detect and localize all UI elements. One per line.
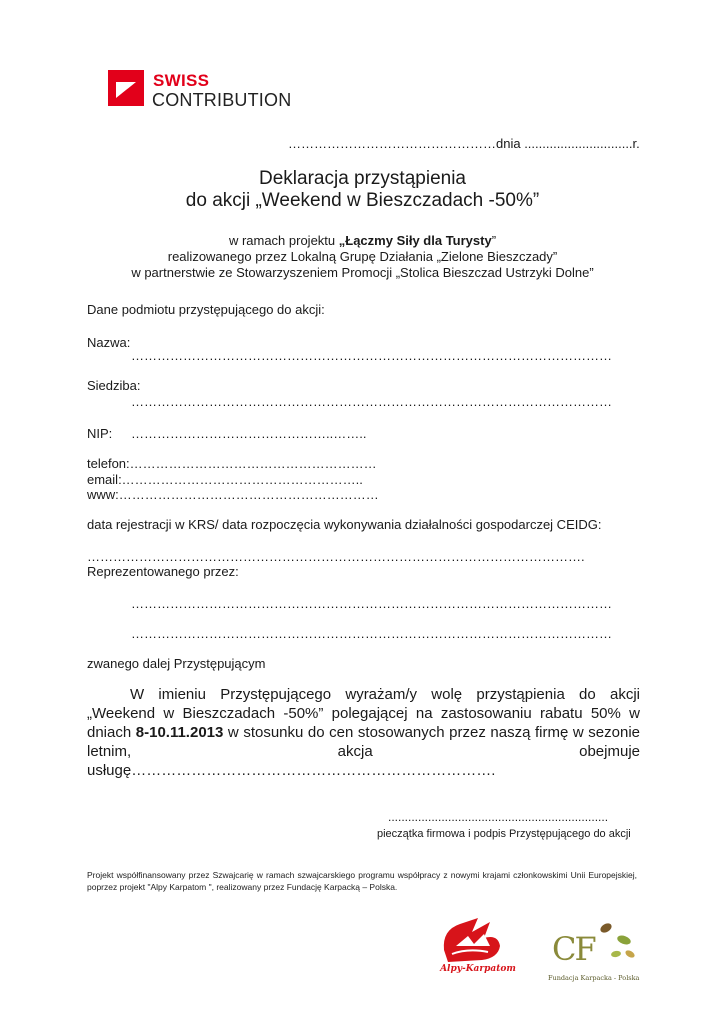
declaration-dates: 8-10.11.2013	[135, 724, 224, 741]
signature-label: pieczątka firmowa i podpis Przystępującego do akcji	[377, 828, 631, 840]
siedziba-label: Siedziba:	[87, 378, 141, 393]
repr-field-1[interactable]: …………………………………………………………………………………………………	[131, 596, 612, 611]
declaration-part1: W imieniu Przystępującego wyrażam/y wolę przystąpienia do akcji „Weekend w Bieszczadach -50%” polegającej na zastosowaniu rabatu 50% w dniach	[87, 686, 640, 741]
cf-text: Fundacja Karpacka - Polska	[548, 974, 640, 982]
signature-field[interactable]: ..................................................................	[388, 810, 609, 824]
alpy-karpatom-logo	[438, 912, 518, 982]
project-suffix: ”	[491, 233, 497, 248]
repr-label: Reprezentowanego przez:	[87, 564, 239, 579]
logo-line1: SWISS	[153, 71, 210, 90]
nip-label: NIP:	[87, 426, 113, 441]
declaration-paragraph	[87, 685, 640, 780]
project-line1	[0, 232, 725, 249]
nazwa-field[interactable]: …………………………………………………………………………………………………	[131, 348, 612, 363]
fundacja-karpacka-logo	[548, 920, 644, 986]
declaration-part2: w stosunku do cen stosowanych przez naszą firmę w sezonie letnim, akcja obejmuje usługę……………………………………………………………….	[87, 724, 640, 779]
project-name: „Łączmy Siły dla Turysty	[338, 233, 492, 248]
nazwa-label: Nazwa:	[87, 335, 131, 350]
email-field[interactable]: email:………………………………………………..	[87, 472, 363, 487]
form-intro: Dane podmiotu przystępującego do akcji:	[87, 302, 325, 317]
title-line1: Deklaracja przystąpienia	[259, 168, 466, 189]
project-line3: w partnerstwie ze Stowarzyszeniem Promocji „Stolica Bieszczad Ustrzyki Dolne”	[131, 265, 594, 280]
logo-line2: CONTRIBUTION	[152, 90, 292, 110]
zwanego-text: zwanego dalej Przystępującym	[87, 656, 266, 671]
footer-note: Projekt współfinansowany przez Szwajcarię w ramach szwajcarskiego programu współpracy z nowymi krajami członkowskimi Unii Europejskiej, poprzez projekt "Alpy Karpatom ", realizowany przez Fundację Karpacką – Polska.	[87, 870, 637, 892]
date-line: …………………………………………dnia ..............................r.	[288, 136, 640, 151]
krs-label: data rejestracji w KRS/ data rozpoczęcia wykonywania działalności gospodarczej CEIDG:	[87, 517, 602, 532]
krs-field[interactable]: …………………………………………………………………………………………………….	[87, 549, 585, 564]
swiss-contribution-logo	[108, 70, 308, 112]
nip-field[interactable]: ………………………………………..……..	[131, 426, 367, 441]
cf-letters: CF	[552, 930, 595, 968]
siedziba-field[interactable]: …………………………………………………………………………………………………	[131, 394, 612, 409]
project-prefix: w ramach projektu	[228, 233, 339, 248]
alpy-karpatom-text: Alpy-Karpatom	[440, 964, 516, 974]
www-field[interactable]: www:……………………………………………………	[87, 487, 379, 502]
telefon-field[interactable]: telefon:…………………………………………………	[87, 456, 377, 471]
project-line2: realizowanego przez Lokalną Grupę Działania „Zielone Bieszczady”	[167, 249, 558, 264]
swiss-logo-square-icon	[108, 70, 144, 106]
repr-field-2[interactable]: …………………………………………………………………………………………………	[131, 626, 612, 641]
title-line2: do akcji „Weekend w Bieszczadach -50%”	[185, 190, 540, 211]
